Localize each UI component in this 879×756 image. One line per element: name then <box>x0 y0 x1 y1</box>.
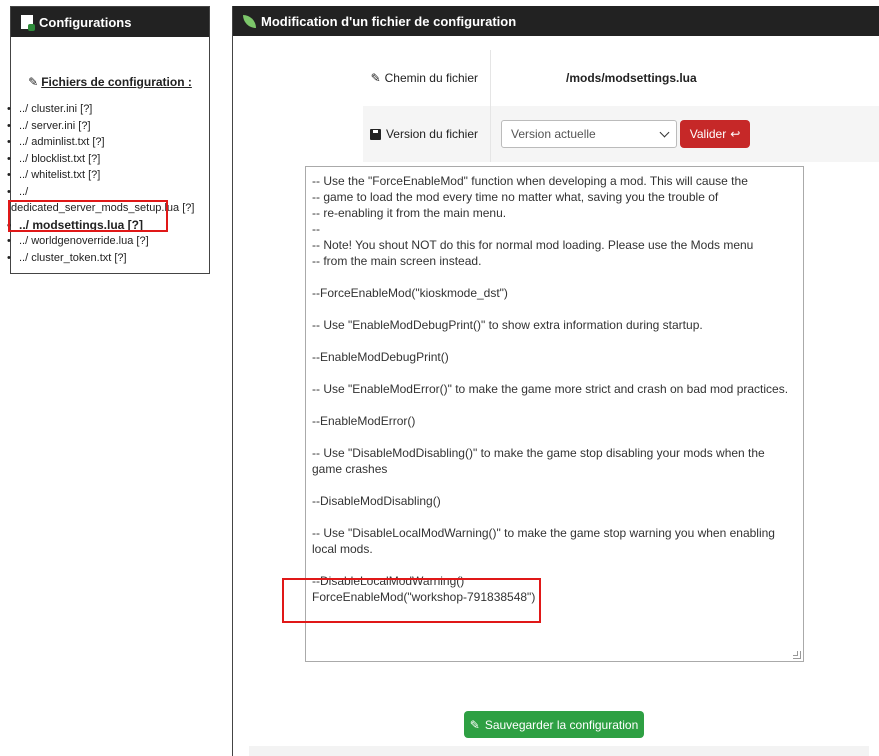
files-section-label: Fichiers de configuration : <box>41 75 192 89</box>
editor-line <box>312 301 797 317</box>
editor-line: -- Use "DisableLocalModWarning()" to make the game stop warning you when enabling local mods. <box>312 526 779 556</box>
editor-line <box>312 365 797 381</box>
file-item-adminlist[interactable]: • ../ adminlist.txt [?] <box>7 136 105 148</box>
chevron-down-icon <box>660 128 670 138</box>
file-item-blocklist[interactable]: • ../ blocklist.txt [?] <box>7 152 101 165</box>
configurations-panel <box>7 6 210 274</box>
file-link[interactable]: ../ <box>19 185 29 198</box>
file-item-modsettings[interactable]: • ../ modsettings.lua [?] <box>7 217 144 232</box>
editor-line <box>312 477 797 493</box>
file-item-worldgenoverride[interactable]: • ../ worldgenoverride.lua [?] <box>7 235 149 247</box>
editor-line: ForceEnableMod("workshop-791838548") <box>312 590 536 604</box>
version-label-cell <box>363 106 490 162</box>
version-controls <box>491 106 879 162</box>
editor-line: -- Note! You shout NOT do this for normal mod loading. Please use the Mods menu <box>312 238 754 252</box>
edit-config-title: Modification d'un fichier de configuration <box>261 13 517 29</box>
file-link[interactable]: ../ server.ini [?] <box>19 119 91 132</box>
file-link[interactable]: dedicated_server_mods_setup.lua [?] <box>11 202 195 214</box>
save-configuration-button[interactable] <box>464 711 644 738</box>
editor-line: --DisableLocalModWarning() <box>312 574 465 588</box>
document-icon <box>21 15 33 29</box>
edit-config-header <box>233 6 879 36</box>
file-item-whitelist[interactable]: • ../ whitelist.txt [?] <box>7 169 101 181</box>
file-link[interactable]: ../ cluster_token.txt [?] <box>19 251 127 264</box>
editor-line: -- game to load the mod every time no matter what, saving you the trouble of <box>312 190 719 204</box>
editor-line: --DisableModDisabling() <box>312 494 441 508</box>
file-info-table <box>363 50 879 162</box>
editor-line <box>312 397 797 413</box>
edit-config-panel <box>232 6 879 756</box>
editor-line: -- Use "EnableModDebugPrint()" to show extra information during startup. <box>312 318 703 332</box>
file-link[interactable]: ../ whitelist.txt [?] <box>19 169 101 181</box>
undo-arrow-icon: ↩ <box>730 127 741 141</box>
file-item-cluster-ini[interactable]: • ../ cluster.ini [?] <box>7 103 93 115</box>
highlight-force-enable <box>282 578 541 623</box>
path-label-cell <box>363 50 490 106</box>
file-list <box>7 101 209 266</box>
version-select-value: Version actuelle <box>511 127 596 141</box>
save-disk-icon <box>370 129 381 140</box>
version-select[interactable] <box>501 120 677 148</box>
editor-line: -- Use "DisableModDisabling()" to make the game stop disabling your mods when the game crashes <box>312 446 769 476</box>
leaf-icon <box>243 15 256 28</box>
edit-icon: ✎ <box>28 75 39 89</box>
editor-line: --EnableModDebugPrint() <box>312 350 449 364</box>
file-item-cluster-token[interactable]: • ../ cluster_token.txt [?] <box>7 251 127 264</box>
file-link[interactable]: ../ adminlist.txt [?] <box>19 136 105 148</box>
editor-line <box>312 557 797 573</box>
version-label: Version du fichier <box>385 127 478 141</box>
file-link[interactable]: ../ worldgenoverride.lua [?] <box>19 235 149 247</box>
path-row <box>363 50 879 106</box>
files-section-title <box>11 75 209 89</box>
footer-strip <box>249 746 869 756</box>
pencil-icon: ✎ <box>469 717 480 732</box>
editor-line: -- re-enabling it from the main menu. <box>312 206 507 220</box>
file-link[interactable]: ../ cluster.ini [?] <box>19 103 93 115</box>
configurations-header <box>11 7 209 37</box>
configurations-title: Configurations <box>39 14 132 30</box>
editor-line: -- <box>312 222 320 236</box>
edit-icon: ✎ <box>370 71 381 85</box>
file-link-active[interactable]: ../ modsettings.lua [?] <box>19 217 144 232</box>
editor-line: -- Use the "ForceEnableMod" function when developing a mod. This will cause the <box>312 174 748 188</box>
path-value: /mods/modsettings.lua <box>566 71 697 85</box>
editor-line: --ForceEnableMod("kioskmode_dst") <box>312 286 508 300</box>
version-row <box>363 106 879 162</box>
validate-button-label: Valider <box>689 127 727 141</box>
editor-line: -- from the main screen instead. <box>312 254 482 268</box>
save-configuration-label: Sauvegarder la configuration <box>484 717 639 732</box>
editor-line <box>312 269 797 285</box>
editor-line <box>312 333 797 349</box>
highlight-modsettings <box>8 200 168 232</box>
editor-line: --EnableModError() <box>312 414 416 428</box>
resize-grip-icon[interactable] <box>793 651 801 659</box>
path-label: Chemin du fichier <box>384 71 478 85</box>
file-item-server-ini[interactable]: • ../ server.ini [?] <box>7 119 91 132</box>
editor-line <box>312 429 797 445</box>
validate-button[interactable] <box>680 120 750 148</box>
editor-line: -- Use "EnableModError()" to make the game more strict and crash on bad mod practices. <box>312 382 789 396</box>
editor-line <box>312 509 797 525</box>
file-link[interactable]: ../ blocklist.txt [?] <box>19 152 101 165</box>
file-item-dedicated-server-mods-setup[interactable]: • ../ <box>7 185 29 198</box>
